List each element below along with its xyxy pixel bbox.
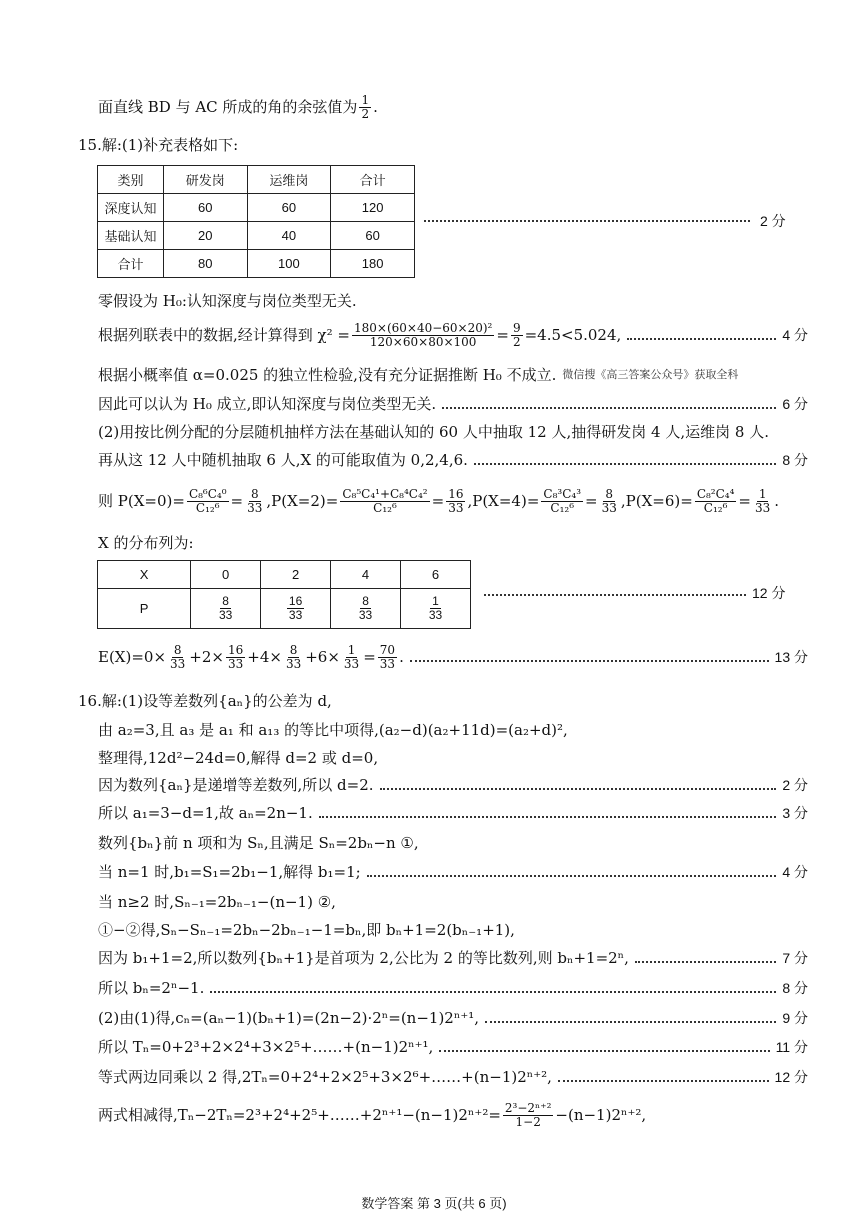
frac-den: 33 [343,656,360,671]
ex-frac-1 [168,644,187,671]
chi-fraction [352,322,494,349]
dist-x-label: X [98,561,191,589]
q16-text-f: 当 n=1 时,b₁=S₁=2b₁−1,解得 b₁=1; [98,863,361,881]
dot-leader [410,660,769,662]
frac-num: 1 [347,642,356,657]
q16-text-n: 两式相减得,Tₙ−2Tₙ=2³+2⁴+2⁵+……+2ⁿ⁺¹−(n−1)2ⁿ⁺²= [98,1106,501,1124]
prob-p4-frac [541,488,583,515]
dot-leader [442,407,776,409]
eq-sign: = [585,492,598,510]
score-16m: 12 分 [774,1069,808,1085]
table1-header-3: 合计 [331,166,415,194]
table1-cell: 深度认知 [98,194,164,222]
chi-text: 根据列联表中的数据,经计算得到 χ² = [98,326,350,344]
q16-n-fraction [503,1102,553,1129]
ex-frac-5 [378,644,397,671]
frac-den: 33 [755,500,771,515]
dot-leader [627,338,776,340]
frac-num: 8 [605,486,614,501]
prob-p0-value [245,488,264,515]
q16-line-j [98,973,808,1003]
dist-p-cell [401,589,471,629]
score-16f: 4 分 [782,864,808,880]
frac-num: 8 [173,642,182,657]
period: . [774,492,780,510]
frac-num: 16 [288,594,303,608]
q15-heading-text: 15.解:(1)补充表格如下: [78,136,239,154]
q16-line-k [98,1003,808,1033]
dist-p-cell [191,589,261,629]
frac-den: 33 [218,608,233,622]
prob-p6-value [753,488,772,515]
q16-text-l: 所以 Tₙ=0+2³+2×2⁴+3×2⁵+……+(n−1)2ⁿ⁺¹, [98,1038,434,1056]
q16-line-g [98,887,808,917]
prob-p0-frac [187,488,229,515]
table1-cell: 60 [331,222,415,250]
q16-line-c [98,770,808,800]
q16-text-c: 因为数列{aₙ}是递增等差数列,所以 d=2. [98,776,374,794]
contingency-table [97,165,415,278]
dot-leader [439,1050,769,1052]
table1-cell: 合计 [98,250,164,278]
frac-den: 33 [601,500,617,515]
q16-line-d [98,798,808,828]
prob-p2-frac [340,488,429,515]
ex-op: +2× [189,648,224,666]
score-table1: 2 分 [760,213,786,229]
frac-den: C₁₂⁶ [373,500,397,515]
dot-leader [635,961,776,963]
h0-text: 零假设为 H₀:认知深度与岗位类型无关. [98,292,357,310]
q16-text-k: (2)由(1)得,cₙ=(aₙ−1)(bₙ+1)=(2n−2)·2ⁿ=(n−1)2ⁿ⁺¹, [98,1009,480,1027]
score-16c: 2 分 [782,777,808,793]
frac-den: 33 [227,656,244,671]
q16-line-h [98,915,808,945]
part2-line-b [98,445,808,475]
table1-cell: 100 [247,250,331,278]
prob-p4-value [600,488,619,515]
score-16k: 9 分 [782,1010,808,1026]
q16-line-a [98,715,808,745]
q16-line-b [98,743,808,773]
score-chi: 4 分 [782,327,808,343]
table1-header-2: 运维岗 [247,166,331,194]
score-16i: 7 分 [782,950,808,966]
frac-den: 33 [288,608,303,622]
table1-cell: 40 [247,222,331,250]
intro-fraction [359,94,371,121]
ex-frac-3 [284,644,303,671]
dot-leader [367,875,777,877]
q16-line-n [98,1100,808,1130]
distribution-table [97,560,471,629]
q16-text-a: 由 a₂=3,且 a₃ 是 a₁ 和 a₁₃ 的等比中项得,(a₂−d)(a₂+11d)=(a₂+d)², [98,721,568,739]
intro-text: 面直线 BD 与 AC 所成的角的余弦值为 [98,98,358,116]
q16-text-e: 数列{bₙ}前 n 项和为 Sₙ,且满足 Sₙ=2bₙ−n ①, [98,834,419,852]
alpha-text: 根据小概率值 α=0.025 的独立性检验,没有充分证据推断 H₀ 不成立. [98,366,557,384]
h0-line [98,286,808,316]
prob-p2-label: ,P(X=2)= [266,492,339,510]
frac-den: 33 [285,656,302,671]
page-footer: 数学答案 第 3 页(共 6 页) [361,1196,507,1211]
q16-text-j: 所以 bₙ=2ⁿ−1. [98,979,205,997]
ex-frac-4 [342,644,361,671]
q16-text-m: 等式两边同乘以 2 得,2Tₙ=0+2⁴+2×2⁵+3×2⁶+……+(n−1)2ⁿ⁺², [98,1068,552,1086]
frac-num: 2³−2ⁿ⁺² [504,1100,552,1115]
prob-p6-label: ,P(X=6)= [620,492,693,510]
ex-op: +6× [305,648,340,666]
chi-tail: =4.5<5.024, [524,326,622,344]
frac-num: 8 [362,594,369,608]
frac-num: 1 [758,486,767,501]
q16-n-tail: −(n−1)2ⁿ⁺², [555,1106,647,1124]
dot-leader [380,788,777,790]
score-conclude: 6 分 [782,396,808,412]
dist-text: X 的分布列为: [98,534,194,552]
frac-num: C₈²C₄⁴ [696,486,735,501]
frac-num: 16 [448,486,464,501]
conclude-line [98,389,808,419]
table1-cell: 180 [331,250,415,278]
frac-num: 70 [379,642,396,657]
frac-den: 1−2 [515,1114,541,1129]
ex-op: +4× [247,648,282,666]
q15-heading [78,130,808,160]
dist-x-value: 2 [261,561,331,589]
prob-p2-value [446,488,465,515]
frac-num: 8 [250,486,259,501]
frac-num: 16 [227,642,244,657]
part2-text-b: 再从这 12 人中随机抽取 6 人,X 的可能取值为 0,2,4,6. [98,451,468,469]
ex-frac-2 [226,644,245,671]
prob-p0-label: 则 P(X=0)= [98,492,185,510]
frac-num: 9 [512,320,521,335]
table1-header-0: 类别 [98,166,164,194]
watermark-text: 微信搜《高三答案公众号》获取全科 [562,368,739,381]
frac-num: 180×(60×40−60×20)² [353,320,493,335]
intro-line: 面直线 BD 与 AC 所成的角的余弦值为 $\frac{1}{2}$ . [98,92,378,121]
table1-cell: 20 [163,222,247,250]
frac-den: 33 [448,500,464,515]
prob-p4-label: ,P(X=4)= [467,492,540,510]
dot-leader [474,463,776,465]
dist-x-value: 6 [401,561,471,589]
dot-leader [424,220,750,222]
q16-text-i: 因为 b₁+1=2,所以数列{bₙ+1}是首项为 2,公比为 2 的等比数列,则 bₙ+1=2ⁿ, [98,949,629,967]
dot-leader [484,594,746,596]
score-table2: 12 分 [752,585,786,601]
conclude-text: 因此可以认为 H₀ 成立,即认知深度与岗位类型无关. [98,395,437,413]
frac-den: 2 [512,334,521,349]
prob-p6-frac [695,488,737,515]
q16-line-l [98,1032,808,1062]
frac-den: C₁₂⁶ [195,500,220,515]
frac-den: C₁₂⁶ [550,500,575,515]
frac-den: 33 [358,608,373,622]
frac-den: 33 [247,500,263,515]
frac-num: 8 [222,594,229,608]
dot-leader [210,991,776,993]
dist-x-value: 0 [191,561,261,589]
table1-header-1: 研发岗 [163,166,247,194]
frac-num: C₈⁵C₄¹+C₈⁴C₄² [342,486,428,501]
frac-den: 2 [361,106,370,121]
table1-cell: 基础认知 [98,222,164,250]
frac-num: C₈⁶C₄⁰ [188,486,227,501]
dist-p-cell [331,589,401,629]
dot-leader [319,816,777,818]
q16-heading [78,686,808,716]
table1-cell: 60 [247,194,331,222]
q16-text-g: 当 n≥2 时,Sₙ₋₁=2bₙ₋₁−(n−1) ②, [98,893,336,911]
frac-den: C₁₂⁶ [703,500,728,515]
table1-cell: 80 [163,250,247,278]
frac-num: C₈³C₄³ [543,486,582,501]
q16-heading-text: 16.解:(1)设等差数列{aₙ}的公差为 d, [78,692,332,710]
table1-cell: 120 [331,194,415,222]
q16-text-b: 整理得,12d²−24d=0,解得 d=2 或 d=0, [98,749,379,767]
score-16l: 11 分 [775,1039,808,1055]
score-ex: 13 分 [774,649,808,665]
eq-sign: = [496,326,509,344]
eq-sign: = [230,492,244,510]
prob-line [98,486,808,516]
q16-text-d: 所以 a₁=3−d=1,故 aₙ=2n−1. [98,804,313,822]
score-16j: 8 分 [782,980,808,996]
dot-leader [558,1080,769,1082]
dist-line [98,528,808,558]
dot-leader [485,1021,776,1023]
expectation-line [98,642,808,672]
part2-text-a: (2)用按比例分配的分层随机抽样方法在基础认知的 60 人中抽取 12 人,抽得研发岗 4 人,运维岗 8 人. [98,423,769,441]
table1-cell: 60 [163,194,247,222]
frac-num: 8 [289,642,298,657]
ex-text: E(X)=0× [98,648,167,666]
alpha-line [98,360,808,390]
q16-line-m [98,1062,808,1092]
dist-p-cell [261,589,331,629]
eq-sign: = [431,492,445,510]
q16-line-e [98,828,808,858]
frac-den: 33 [379,656,396,671]
dist-p-label: P [98,589,191,629]
eq-sign: = [738,492,751,510]
period: . [399,648,404,666]
frac-num: 1 [432,594,439,608]
frac-num: 1 [361,92,370,107]
part2-line-a [98,417,808,447]
frac-den: 33 [428,608,443,622]
q16-line-f [98,857,808,887]
frac-den: 33 [170,656,186,671]
score-p2b: 8 分 [782,452,808,468]
chi-fraction-2 [511,322,523,349]
chi-line [98,320,808,350]
eq-sign: = [363,648,376,666]
score-16d: 3 分 [782,805,808,821]
frac-den: 120×60×80×100 [369,334,477,349]
q16-line-i [98,943,808,973]
q16-text-h: ①−②得,Sₙ−Sₙ₋₁=2bₙ−2bₙ₋₁−1=bₙ,即 bₙ+1=2(bₙ₋₁+1), [98,921,515,939]
dist-x-value: 4 [331,561,401,589]
